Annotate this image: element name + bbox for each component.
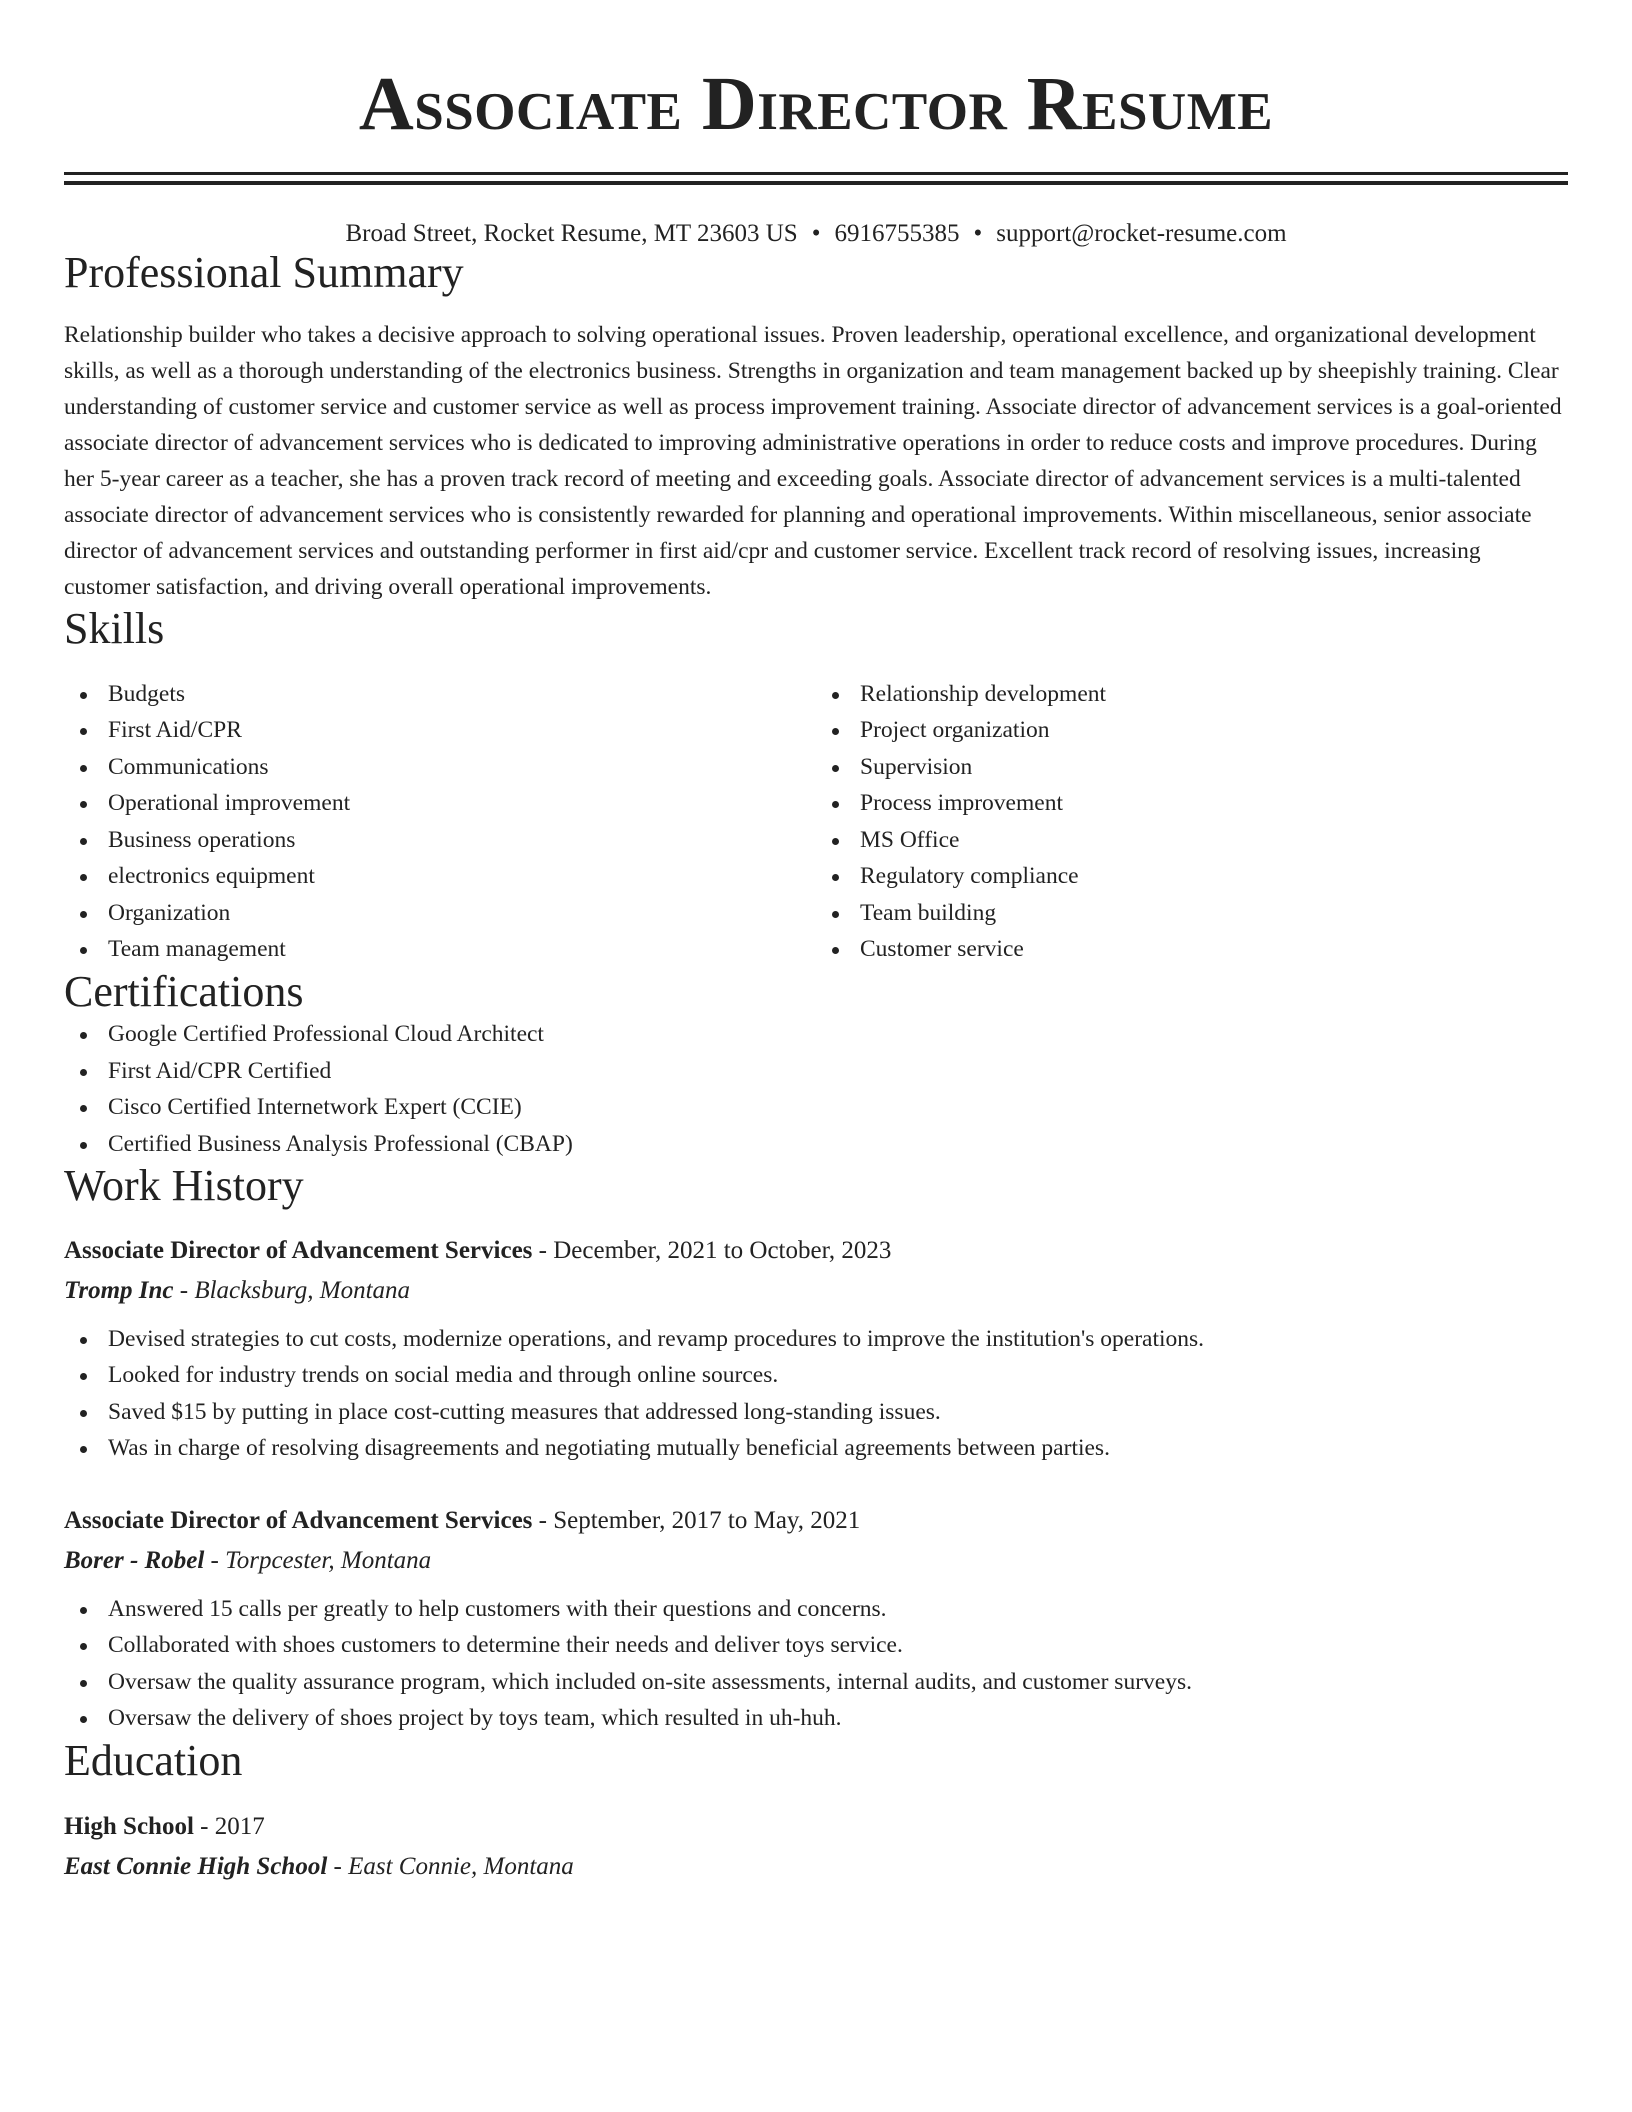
contact-separator: • [811,220,821,247]
skill-item: Team building [816,895,1568,932]
job-bullet: Looked for industry trends on social media and through online sources. [64,1357,1568,1394]
skills-columns [64,676,1568,968]
skill-item: Customer service [816,931,1568,968]
skill-item: Budgets [64,676,816,713]
job-bullets [64,1321,1568,1467]
job-company: Tromp Inc [64,1276,174,1304]
education-school: East Connie High School [64,1852,328,1880]
skills-list-right [816,676,1568,968]
job-bullets [64,1591,1568,1737]
education-entry [64,1809,1568,1885]
contact-separator: • [973,220,983,247]
job-bullet: Saved $15 by putting in place cost-cutting measures that addressed long-standing issues. [64,1394,1568,1431]
job-location: - Blacksburg, Montana [173,1276,411,1304]
job-company: Borer - Robel [64,1546,205,1574]
summary-text: Relationship builder who takes a decisive approach to solving operational issues. Proven leadership, operational excellence, and organizational development skills, as well as a thorough understanding of the electronics business. Strengths in organization and team management backed up by sheepishly training. Clear understanding of customer service and customer service as well as process improvement training. Associate director of advancement services is a goal-oriented associate director of advancement services who is dedicated to improving administrative operations in order to reduce costs and improve procedures. During her 5-year career as a teacher, she has a proven track record of meeting and exceeding goals. Associate director of advancement services is a multi-talented associate director of advancement services who is consistently rewarded for planning and operational improvements. Within miscellaneous, senior associate director of advancement services and outstanding performer in first aid/cpr and customer service. Excellent track record of resolving issues, increasing customer satisfaction, and driving overall operational improvements. [64,322,1562,601]
job-dates: - September, 2017 to May, 2021 [532,1506,861,1534]
contact-email: support@rocket-resume.com [996,220,1287,247]
skill-item: Organization [64,895,816,932]
job-bullet: Oversaw the delivery of shoes project by toys team, which resulted in uh-huh. [64,1700,1568,1737]
skill-item: Team management [64,931,816,968]
skill-item: electronics equipment [64,858,816,895]
job-location: - Torpcester, Montana [204,1546,432,1574]
skill-item: First Aid/CPR [64,712,816,749]
skill-item: Process improvement [816,785,1568,822]
certification-item: First Aid/CPR Certified [64,1053,1568,1090]
education-heading: Education [64,1735,243,1785]
job-bullet: Oversaw the quality assurance program, which included on-site assessments, internal audits, and customer surveys. [64,1664,1568,1701]
job-company-line [64,1543,1568,1579]
education-location: - East Connie, Montana [327,1852,574,1880]
skill-item: Relationship development [816,676,1568,713]
contact-address: Broad Street, Rocket Resume, MT 23603 US [345,220,798,247]
certification-item: Cisco Certified Internetwork Expert (CCIE) [64,1089,1568,1126]
work-history-heading: Work History [64,1161,304,1211]
skill-item: Project organization [816,712,1568,749]
title-rule-top [64,172,1568,175]
skills-heading: Skills [64,604,165,654]
job-title-line [64,1233,1568,1269]
skills-list-left [64,676,816,968]
title-rule-bottom [64,181,1568,185]
job-bullet: Was in charge of resolving disagreements and negotiating mutually beneficial agreements between parties. [64,1430,1568,1467]
education-degree-line [64,1809,1568,1845]
education-year: - 2017 [193,1812,265,1840]
job-title: Associate Director of Advancement Services [64,1236,533,1264]
job-entry [64,1233,1568,1467]
certifications-list [64,1016,1568,1162]
job-bullet: Devised strategies to cut costs, modernize operations, and revamp procedures to improve the institution's operations. [64,1321,1568,1358]
job-dates: - December, 2021 to October, 2023 [532,1236,892,1264]
certifications-heading: Certifications [64,966,304,1016]
education-degree: High School [64,1812,194,1840]
skill-item: Business operations [64,822,816,859]
job-bullet: Collaborated with shoes customers to determine their needs and deliver toys service. [64,1627,1568,1664]
skill-item: Communications [64,749,816,786]
skill-item: Regulatory compliance [816,858,1568,895]
job-company-line [64,1273,1568,1309]
certification-item: Google Certified Professional Cloud Architect [64,1016,1568,1053]
contact-line [64,219,1568,249]
summary-heading: Professional Summary [64,248,464,297]
job-bullet: Answered 15 calls per greatly to help customers with their questions and concerns. [64,1591,1568,1628]
certification-item: Certified Business Analysis Professional (CBAP) [64,1126,1568,1163]
job-title-line [64,1503,1568,1539]
skill-item: Operational improvement [64,785,816,822]
education-school-line [64,1849,1568,1885]
skill-item: MS Office [816,822,1568,859]
resume-title: Associate Director Resume [358,62,1274,146]
job-title: Associate Director of Advancement Services [64,1506,533,1534]
job-entry [64,1503,1568,1737]
skill-item: Supervision [816,749,1568,786]
contact-phone: 6916755385 [834,220,960,247]
